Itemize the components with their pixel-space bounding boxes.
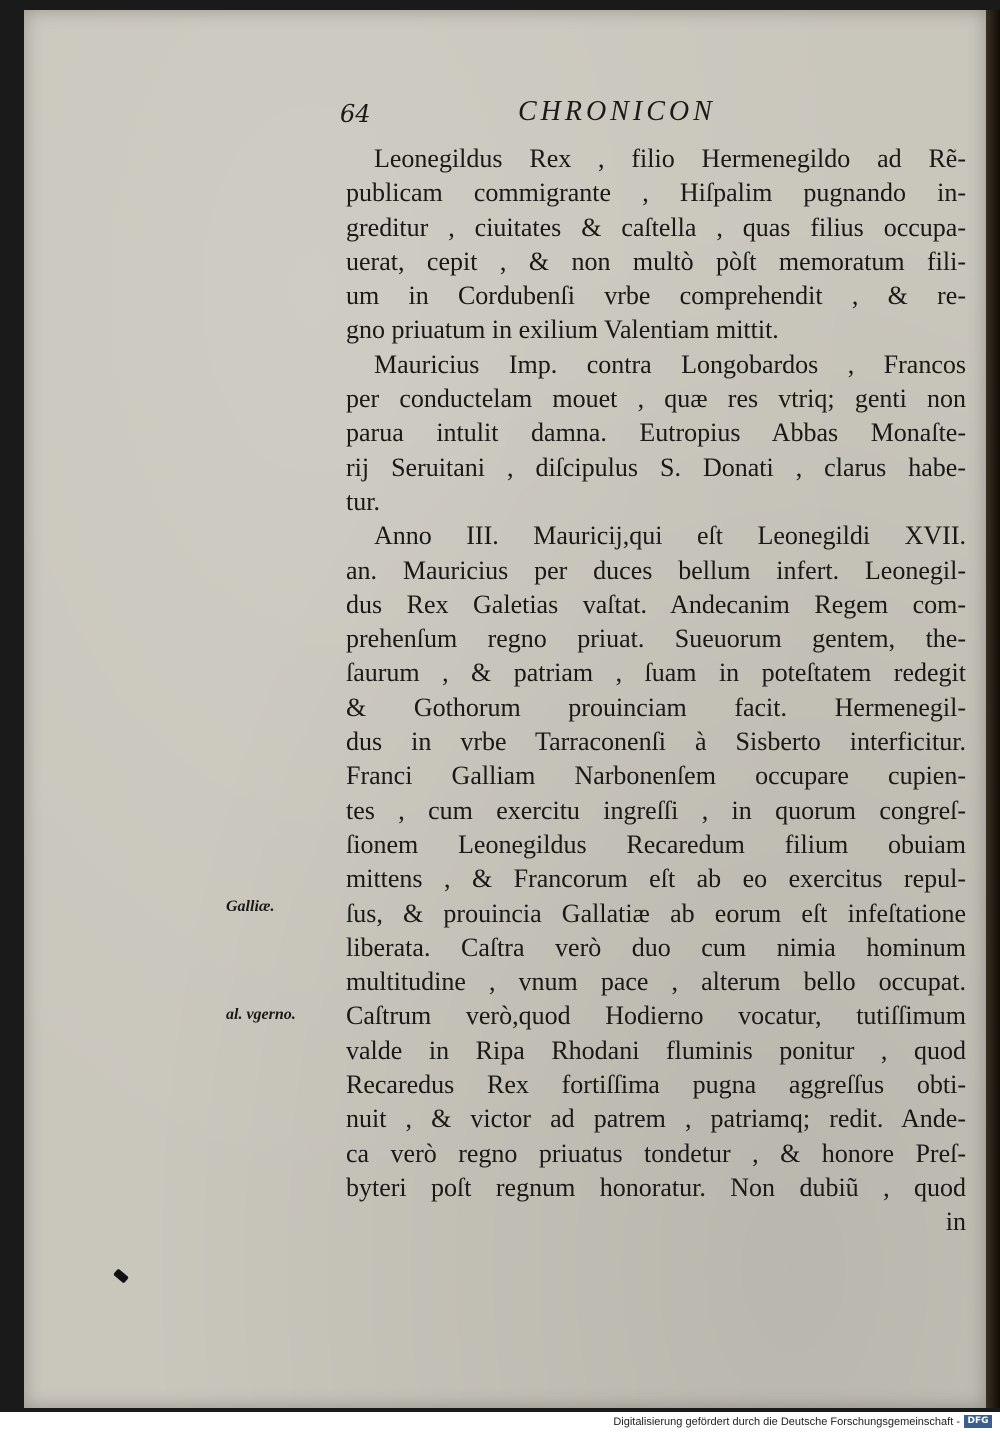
book-edge bbox=[986, 10, 1000, 1408]
text-line: Franci Galliam Narbonenſem occupare cupien- bbox=[346, 761, 966, 791]
text-line: Leonegildus Rex , filio Hermenegildo ad Rẽ- bbox=[374, 144, 966, 173]
text-line: ca verò regno priuatus tondetur , & honore Preſ- bbox=[346, 1138, 966, 1168]
text-line: dus in vrbe Tarraconenſi à Sisberto interficitur. bbox=[346, 727, 966, 757]
text-line: Anno III. Mauricij,qui eſt Leonegildi XVII. bbox=[374, 521, 966, 551]
text-line: ſionem Leonegildus Recaredum filium obuiam bbox=[346, 829, 966, 859]
text-line: publicam commigrante , Hiſpalim pugnando in- bbox=[346, 178, 966, 208]
text-line: gno priuatum in exilium Valentiam mittit. bbox=[346, 315, 779, 345]
digitization-footer bbox=[0, 1412, 1000, 1432]
text-line: ſus, & prouincia Gallatiæ ab eorum eſt infeſtatione bbox=[346, 898, 966, 928]
text-line: Caſtrum verò,quod Hodierno vocatur, tutiſſimum bbox=[346, 1001, 966, 1031]
page-number: 64 bbox=[340, 100, 371, 128]
running-head: CHRONICON bbox=[518, 96, 716, 127]
text-line: um in Cordubenſi vrbe comprehendit , & re- bbox=[346, 281, 966, 311]
text-line: tes , cum exercitu ingreſſi , in quorum congreſ- bbox=[346, 795, 966, 825]
text-line: prehenſum regno priuat. Sueuorum gentem, the- bbox=[346, 624, 966, 654]
text-line: an. Mauricius per duces bellum infert. Leonegil- bbox=[346, 555, 966, 585]
text-line: byteri poſt regnum honoratur. Non dubiũ , quod bbox=[346, 1172, 966, 1202]
text-line: parua intulit damna. Eutropius Abbas Monaſte- bbox=[346, 418, 966, 448]
text-line: liberata. Caſtra verò duo cum nimia hominum bbox=[346, 932, 966, 962]
text-line: rij Seruitani , diſcipulus S. Donati , clarus habe- bbox=[346, 452, 966, 482]
text-line: dus Rex Galetias vaſtat. Andecanim Regem com- bbox=[346, 589, 966, 619]
text-line: valde in Ripa Rhodani fluminis ponitur , quod bbox=[346, 1035, 966, 1065]
footer-credit: Digitalisierung gefördert durch die Deutsche Forschungsgemeinschaft - bbox=[613, 1416, 960, 1428]
text-line: greditur , ciuitates & caſtella , quas filius occupa- bbox=[346, 212, 966, 242]
dfg-logo: DFG bbox=[964, 1415, 992, 1428]
text-line: mittens , & Francorum eſt ab eo exercitus repul- bbox=[346, 864, 966, 894]
text-line: Recaredus Rex fortiſſima pugna aggreſſus obti- bbox=[346, 1070, 966, 1100]
margin-note: Galliæ. bbox=[226, 898, 275, 915]
text-line: uerat, cepit , & non multò pòſt memoratum fili- bbox=[346, 246, 966, 276]
text-line: & Gothorum prouinciam facit. Hermenegil- bbox=[346, 692, 966, 722]
text-line: Mauricius Imp. contra Longobardos , Francos bbox=[374, 349, 966, 379]
text-line: tur. bbox=[346, 486, 380, 516]
text-line: multitudine , vnum pace , alterum bello occupat. bbox=[346, 967, 966, 997]
text-line: ſaurum , & patriam , ſuam in poteſtatem redegit bbox=[346, 658, 966, 688]
catchword: in bbox=[945, 1207, 966, 1237]
margin-note: al. vgerno. bbox=[226, 1006, 296, 1023]
text-line: per conductelam mouet , quæ res vtriq; genti non bbox=[346, 384, 966, 414]
text-line: nuit , & victor ad patrem , patriamq; redit. Ande- bbox=[346, 1104, 966, 1134]
body-text bbox=[346, 142, 966, 1240]
